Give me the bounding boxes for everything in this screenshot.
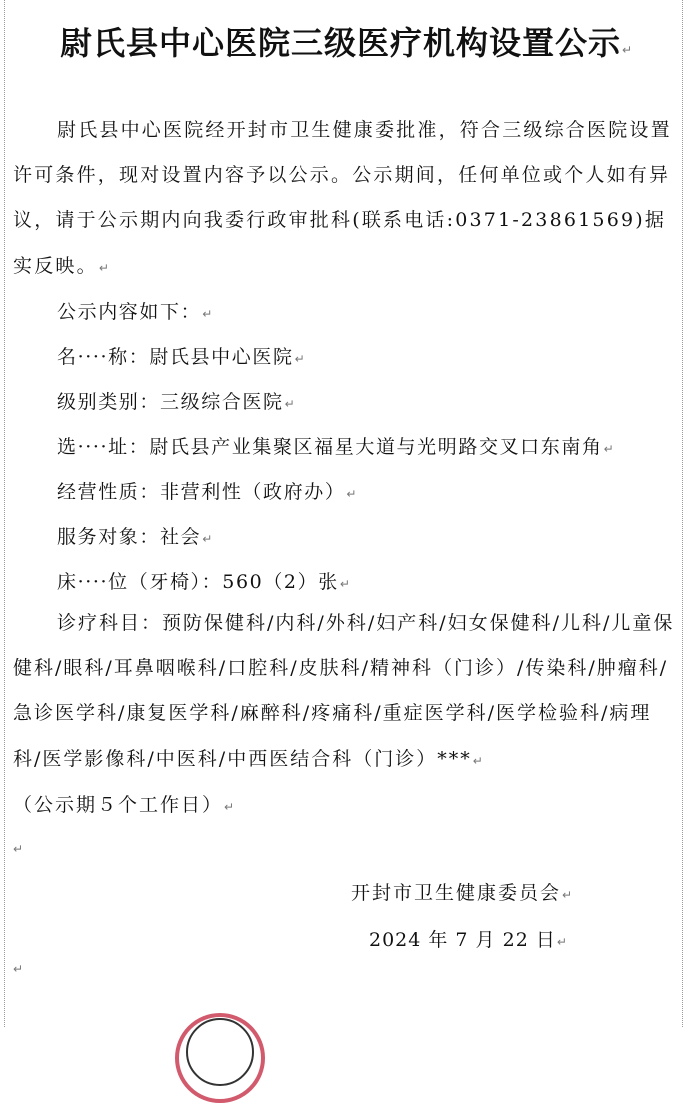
field-value: 560（2）张 xyxy=(222,571,339,593)
paragraph-mark-icon: ↵ xyxy=(562,888,575,902)
field-label: 床····位（牙椅）： xyxy=(57,571,223,593)
issuer xyxy=(351,878,574,905)
paragraph-mark-icon: ↵ xyxy=(98,260,112,275)
issue-date xyxy=(369,925,568,952)
page-margin-right xyxy=(682,0,683,1027)
departments-paragraph xyxy=(13,601,677,784)
paragraph-mark-icon: ↵ xyxy=(472,753,485,768)
paragraph-mark-icon: ↵ xyxy=(346,487,359,501)
departments-label: 诊疗科目： xyxy=(57,612,163,634)
intro-paragraph xyxy=(13,108,677,291)
content-heading-text: 公示内容如下： xyxy=(57,301,202,323)
field-label: 经营性质： xyxy=(57,481,161,503)
paragraph-mark-icon: ↵ xyxy=(622,43,634,57)
field-label: 名····称： xyxy=(57,346,150,368)
field-level xyxy=(57,387,296,414)
field-service xyxy=(57,522,214,549)
intro-text: 尉氏县中心医院经开封市卫生健康委批准，符合三级综合医院设置许可条件，现对设置内容予以公示。公示期间，任何单位或个人如有异议，请于公示期内向我委行政审批科(联系电话:0371-23861569)据实反映。 xyxy=(13,119,672,277)
field-label: 服务对象： xyxy=(57,526,161,548)
paragraph-mark-icon: ↵ xyxy=(603,442,616,456)
paragraph-mark-icon: ↵ xyxy=(556,935,568,949)
field-value: 社会 xyxy=(160,526,202,548)
field-value: 尉氏县中心医院 xyxy=(149,346,294,368)
content-heading xyxy=(57,297,214,324)
field-value: 三级综合医院 xyxy=(160,391,284,413)
paragraph-mark-icon: ↵ xyxy=(339,577,352,591)
field-label: 选····址： xyxy=(57,436,150,458)
paragraph-mark-icon: ↵ xyxy=(284,397,297,411)
field-value: 尉氏县产业集聚区福星大道与光明路交叉口东南角 xyxy=(149,436,603,458)
issue-date-text: 2024 年 7 月 22 日 xyxy=(369,929,556,951)
document-title xyxy=(60,18,633,64)
period-note xyxy=(13,790,236,817)
field-nature xyxy=(57,477,358,504)
departments-value: 预防保健科/内科/外科/妇产科/妇女保健科/儿科/儿童保健科/眼科/耳鼻咽喉科/口腔科/皮肤科/精神科（门诊）/传染科/肿瘤科/急诊医学科/康复医学科/麻醉科/疼痛科/重症医学科/医学检验科/病理科/医学影像科/中医科/中西医结合科（门诊）*** xyxy=(13,612,675,770)
field-value: 非营利性（政府办） xyxy=(160,481,346,503)
issuer-text: 开封市卫生健康委员会 xyxy=(351,882,562,904)
field-name xyxy=(57,342,306,369)
field-address xyxy=(57,432,615,459)
page-margin-left xyxy=(4,0,5,1027)
field-beds xyxy=(57,567,351,594)
paragraph-mark-icon: ↵ xyxy=(13,962,24,976)
paragraph-mark-icon: ↵ xyxy=(13,842,24,856)
seal-inner-ring xyxy=(186,1018,254,1086)
paragraph-mark-icon: ↵ xyxy=(202,532,214,546)
period-note-text: （公示期５个工作日） xyxy=(13,794,224,816)
field-label: 级别类别： xyxy=(57,391,161,413)
paragraph-mark-icon: ↵ xyxy=(202,307,214,321)
title-text: 尉氏县中心医院三级医疗机构设置公示 xyxy=(60,24,622,62)
paragraph-mark-icon: ↵ xyxy=(224,800,237,814)
paragraph-mark-icon: ↵ xyxy=(294,352,307,366)
